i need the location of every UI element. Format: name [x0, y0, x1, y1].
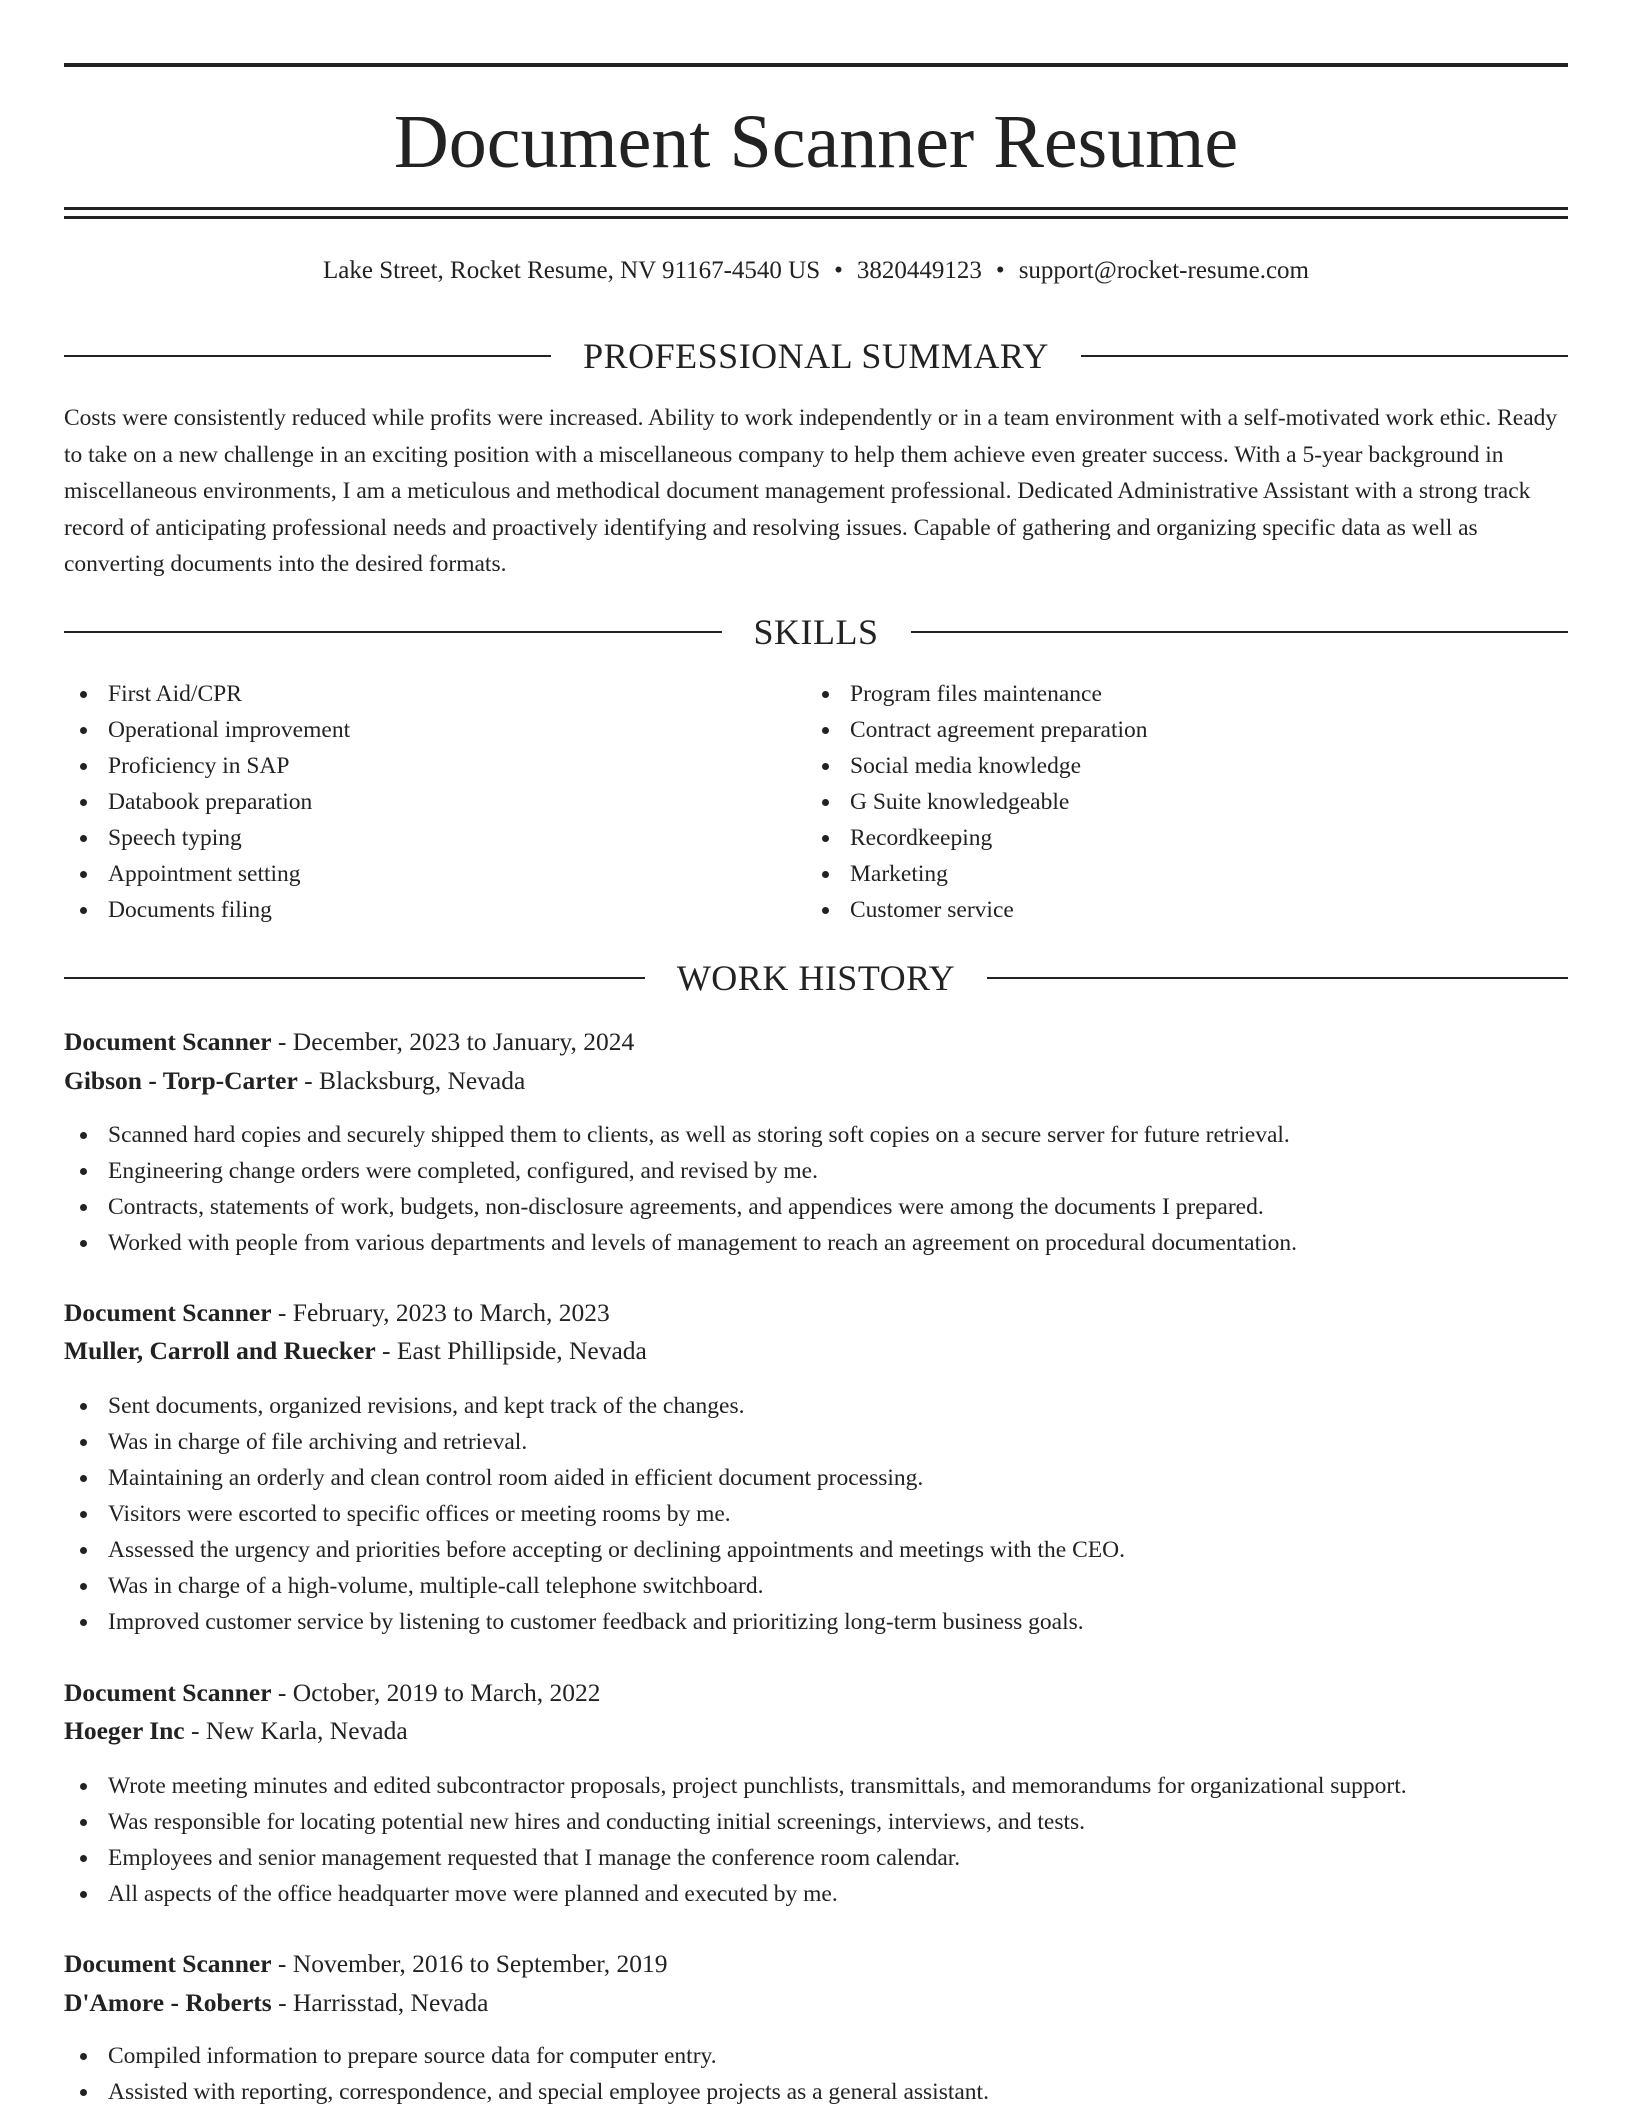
skill-item: First Aid/CPR	[64, 676, 804, 712]
job-company-line	[64, 1334, 1568, 1368]
job-dates: - February, 2023 to March, 2023	[271, 1298, 610, 1327]
job-location: - Blacksburg, Nevada	[297, 1066, 526, 1095]
section-rule	[911, 631, 1569, 633]
contact-line	[64, 254, 1568, 288]
section-title-skills: SKILLS	[753, 612, 879, 652]
job-company: Hoeger Inc	[64, 1716, 185, 1745]
job-dates: - December, 2023 to January, 2024	[271, 1027, 635, 1056]
contact-phone: 3820449123	[856, 257, 982, 284]
skills-list-left	[64, 676, 804, 928]
job-company-line	[64, 1986, 1568, 2020]
list-item: Visitors were escorted to specific offices or meeting rooms by me.	[64, 1496, 1568, 1532]
job-responsibilities	[64, 1388, 1568, 1640]
header-top-rule	[64, 63, 1568, 67]
job-company: Muller, Carroll and Ruecker	[64, 1336, 376, 1365]
contact-email: support@rocket-resume.com	[1018, 257, 1309, 284]
section-rule	[987, 977, 1568, 979]
job-dates: - November, 2016 to September, 2019	[271, 1949, 668, 1978]
job-responsibilities	[64, 1768, 1568, 1912]
header-double-rule-lower	[64, 216, 1568, 219]
professional-summary-text: Costs were consistently reduced while profits were increased. Ability to work independently or in a team environment with a self-motivated work ethic. Ready to take on a new challenge in an exciting position with a miscellaneous company to help them achieve even greater success. With a 5-year background in miscellaneous environments, I am a meticulous and methodical document management professional. Dedicated Administrative Assistant with a strong track record of anticipating professional needs and proactively identifying and resolving issues. Capable of gathering and organizing specific data as well as converting documents into the desired formats.	[64, 405, 1558, 577]
skill-item: Recordkeeping	[806, 820, 1566, 856]
resume-name: Document Scanner Resume	[393, 100, 1239, 184]
skill-item: Marketing	[806, 856, 1566, 892]
header-double-rule-upper	[64, 207, 1568, 210]
job-location: - Harrisstad, Nevada	[271, 1988, 489, 2017]
list-item: Worked with people from various departments and levels of management to reach an agreement on procedural documentation.	[64, 1225, 1568, 1261]
list-item: Employees and senior management requested that I manage the conference room calendar.	[64, 1840, 1568, 1876]
skill-item: Speech typing	[64, 820, 804, 856]
section-header-skills	[64, 610, 1568, 654]
job-location: - East Phillipside, Nevada	[375, 1336, 647, 1365]
skill-item: Documents filing	[64, 892, 804, 928]
list-item: Assisted with reporting, correspondence, and special employee projects as a general assistant.	[64, 2074, 1568, 2110]
list-item: Contracts, statements of work, budgets, non-disclosure agreements, and appendices were among the documents I prepared.	[64, 1189, 1568, 1225]
section-rule	[64, 355, 551, 357]
job-company-line	[64, 1714, 1568, 1748]
skill-item: Operational improvement	[64, 712, 804, 748]
job-dates: - October, 2019 to March, 2022	[271, 1678, 601, 1707]
list-item: Assessed the urgency and priorities before accepting or declining appointments and meetings with the CEO.	[64, 1532, 1568, 1568]
job-title: Document Scanner	[64, 1027, 272, 1056]
contact-separator: •	[834, 257, 843, 284]
section-rule	[64, 631, 722, 633]
list-item: Wrote meeting minutes and edited subcontractor proposals, project punchlists, transmittals, and memorandums for organizational support.	[64, 1768, 1568, 1804]
skill-item: G Suite knowledgeable	[806, 784, 1566, 820]
job-title-line	[64, 1676, 1568, 1710]
skill-item: Contract agreement preparation	[806, 712, 1566, 748]
job-company: D'Amore - Roberts	[64, 1988, 272, 2017]
job-title: Document Scanner	[64, 1298, 272, 1327]
skill-item: Social media knowledge	[806, 748, 1566, 784]
contact-address: Lake Street, Rocket Resume, NV 91167-4540 US	[323, 257, 821, 284]
job-title-line	[64, 1025, 1568, 1059]
job-company: Gibson - Torp-Carter	[64, 1066, 298, 1095]
skills-list-right	[806, 676, 1566, 928]
section-title-summary: PROFESSIONAL SUMMARY	[583, 336, 1049, 376]
list-item: Was in charge of file archiving and retrieval.	[64, 1424, 1568, 1460]
job-location: - New Karla, Nevada	[184, 1716, 408, 1745]
section-header-summary	[64, 334, 1568, 378]
skill-item: Databook preparation	[64, 784, 804, 820]
list-item: Scanned hard copies and securely shipped them to clients, as well as storing soft copies on a secure server for future retrieval.	[64, 1117, 1568, 1153]
section-rule	[1081, 355, 1568, 357]
list-item: Engineering change orders were completed, configured, and revised by me.	[64, 1153, 1568, 1189]
list-item: All aspects of the office headquarter move were planned and executed by me.	[64, 1876, 1568, 1912]
job-title: Document Scanner	[64, 1678, 272, 1707]
job-responsibilities	[64, 1117, 1568, 1261]
skill-item: Appointment setting	[64, 856, 804, 892]
job-title-line	[64, 1296, 1568, 1330]
section-header-work-history	[64, 956, 1568, 1000]
list-item: Maintaining an orderly and clean control room aided in efficient document processing.	[64, 1460, 1568, 1496]
list-item: Sent documents, organized revisions, and kept track of the changes.	[64, 1388, 1568, 1424]
list-item: Was responsible for locating potential new hires and conducting initial screenings, interviews, and tests.	[64, 1804, 1568, 1840]
job-title-line	[64, 1947, 1568, 1981]
job-responsibilities	[64, 2038, 1568, 2110]
contact-separator: •	[995, 257, 1005, 284]
list-item: Was in charge of a high-volume, multiple-call telephone switchboard.	[64, 1568, 1568, 1604]
skill-item: Program files maintenance	[806, 676, 1566, 712]
job-company-line	[64, 1064, 1568, 1098]
job-title: Document Scanner	[64, 1949, 272, 1978]
section-rule	[64, 977, 645, 979]
skill-item: Customer service	[806, 892, 1566, 928]
section-title-work-history: WORK HISTORY	[676, 958, 956, 998]
list-item: Improved customer service by listening to customer feedback and prioritizing long-term business goals.	[64, 1604, 1568, 1640]
list-item: Compiled information to prepare source data for computer entry.	[64, 2038, 1568, 2074]
skill-item: Proficiency in SAP	[64, 748, 804, 784]
